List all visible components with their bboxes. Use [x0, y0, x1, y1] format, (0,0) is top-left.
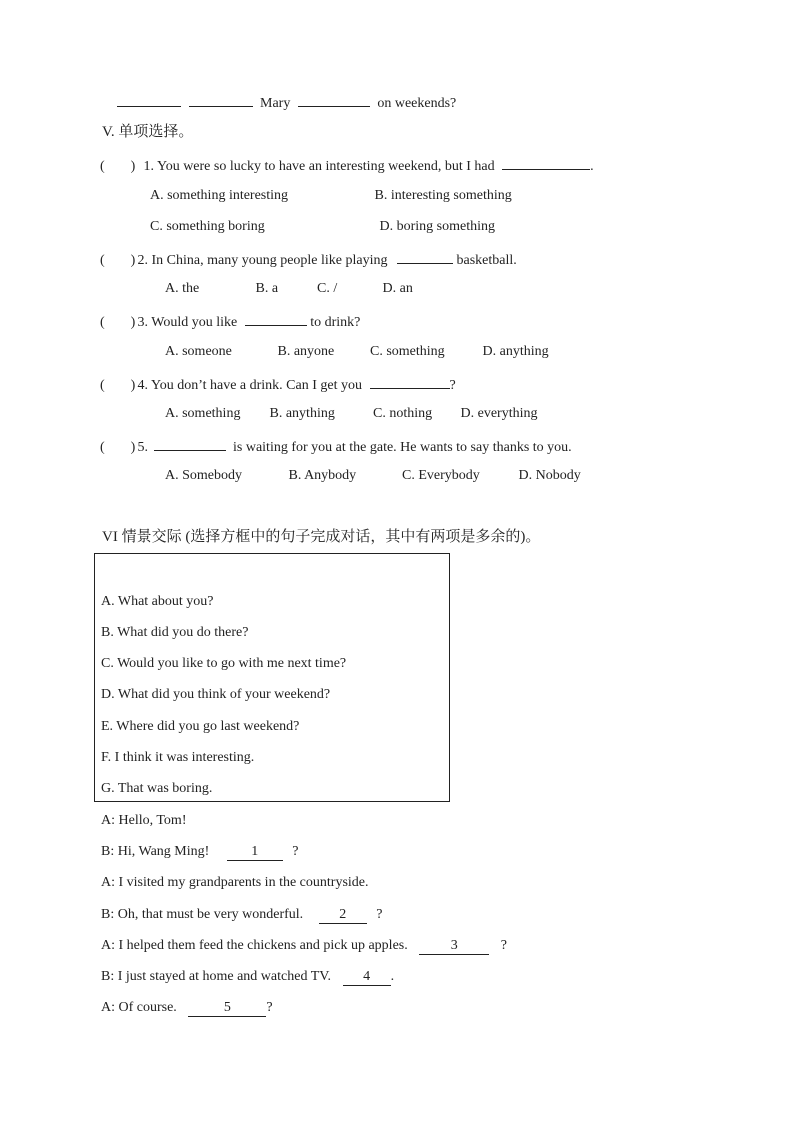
- q1-options-row-1: [150, 187, 512, 205]
- option-d: D. boring something: [379, 219, 495, 234]
- box-item-d: D. What did you think of your weekend?: [101, 687, 331, 702]
- section-5-title: V. 单项选择。: [102, 124, 194, 140]
- option-c: C. something boring: [150, 219, 265, 234]
- question-stem-end: basketball.: [456, 253, 517, 268]
- answer-blank[interactable]: [502, 155, 590, 170]
- dialogue-blank-1[interactable]: 1: [227, 844, 283, 861]
- option-b: B. anyone: [277, 344, 335, 359]
- question-stem: Would you like: [151, 315, 238, 330]
- intro-word: Mary: [260, 96, 291, 111]
- answer-blank[interactable]: [298, 92, 370, 107]
- question-4: ( ) 4. You don’t have a drink. Can I get you ?: [100, 374, 456, 395]
- question-number: 2.: [137, 253, 148, 268]
- option-a: A. something: [165, 406, 241, 421]
- answer-blank[interactable]: [154, 436, 226, 451]
- section-6-title: VI 情景交际 (选择方框中的句子完成对话，其中有两项是多余的)。: [102, 529, 541, 545]
- option-a: A. Somebody: [165, 468, 242, 483]
- dialogue-line-3: A: I visited my grandparents in the countryside.: [101, 875, 369, 890]
- option-a: A. something interesting: [150, 188, 289, 203]
- answer-blank[interactable]: [370, 374, 450, 389]
- option-d: D. everything: [460, 406, 538, 421]
- question-stem-end: is waiting for you at the gate. He wants to say thanks to you.: [233, 440, 572, 455]
- dialogue-line-4: B: Oh, that must be very wonderful. 2 ?: [101, 907, 383, 922]
- box-item-e: E. Where did you go last weekend?: [101, 719, 300, 734]
- answer-blank[interactable]: [117, 92, 181, 107]
- dialogue-blank-3[interactable]: 3: [419, 938, 489, 955]
- dialogue-line-7: A: Of course. 5 ?: [101, 1000, 273, 1015]
- answer-blank[interactable]: [397, 249, 453, 264]
- box-item-b: B. What did you do there?: [101, 625, 249, 640]
- dialogue-line-6: B: I just stayed at home and watched TV. 4 .: [101, 969, 395, 984]
- question-number: 5.: [137, 440, 148, 455]
- answer-paren[interactable]: ( ): [100, 378, 136, 393]
- question-stem: You don’t have a drink. Can I get you: [150, 378, 363, 393]
- option-b: B. interesting something: [374, 188, 512, 203]
- answer-blank[interactable]: [189, 92, 253, 107]
- question-5: [100, 436, 572, 457]
- option-b: B. Anybody: [288, 468, 357, 483]
- question-3: [100, 311, 360, 332]
- question-1: ( ) 1. You were so lucky to have an interesting weekend, but I had .: [100, 155, 594, 176]
- option-c: C. nothing: [373, 406, 433, 421]
- question-stem: In China, many young people like playing: [151, 253, 388, 268]
- answer-paren[interactable]: ( ): [100, 315, 136, 330]
- q3-options: [165, 343, 549, 361]
- q4-options: [165, 405, 537, 423]
- dialogue-line-2: B: Hi, Wang Ming! 1 ?: [101, 844, 299, 859]
- option-a: A. someone: [165, 344, 232, 359]
- option-a: A. the: [165, 281, 200, 296]
- q2-options: [165, 280, 413, 298]
- box-item-f: F. I think it was interesting.: [101, 750, 255, 765]
- option-b: B. anything: [269, 406, 335, 421]
- q5-options: [165, 467, 581, 485]
- dialogue-blank-2[interactable]: 2: [319, 907, 367, 924]
- question-2: [100, 249, 517, 270]
- dialogue-line-5: A: I helped them feed the chickens and pick up apples. 3 ?: [101, 938, 507, 953]
- question-stem: You were so lucky to have an interesting weekend, but I had: [156, 159, 495, 174]
- option-c: C. /: [317, 281, 338, 296]
- question-number: 4.: [137, 378, 148, 393]
- dialogue-blank-4[interactable]: 4: [343, 969, 391, 986]
- answer-paren[interactable]: ( ): [100, 159, 136, 174]
- question-stem-end: to drink?: [310, 315, 361, 330]
- box-item-g: G. That was boring.: [101, 781, 213, 796]
- dialogue-line-1: A: Hello, Tom!: [101, 813, 187, 828]
- answer-blank[interactable]: [245, 311, 307, 326]
- option-d: D. an: [382, 281, 413, 296]
- question-number: 3.: [137, 315, 148, 330]
- option-d: D. anything: [482, 344, 549, 359]
- answer-paren[interactable]: ( ): [100, 253, 136, 268]
- dialogue-blank-5[interactable]: 5: [188, 1000, 266, 1017]
- q1-options-row-2: [150, 218, 495, 236]
- question-number: 1.: [143, 159, 154, 174]
- box-item-a: A. What about you?: [101, 594, 214, 609]
- box-item-c: C. Would you like to go with me next time?: [101, 656, 347, 671]
- option-c: C. something: [370, 344, 445, 359]
- option-c: C. Everybody: [402, 468, 480, 483]
- intro-tail: on weekends?: [377, 96, 457, 111]
- option-d: D. Nobody: [518, 468, 581, 483]
- option-b: B. a: [255, 281, 279, 296]
- intro-line: [117, 92, 456, 113]
- answer-paren[interactable]: ( ): [100, 440, 136, 455]
